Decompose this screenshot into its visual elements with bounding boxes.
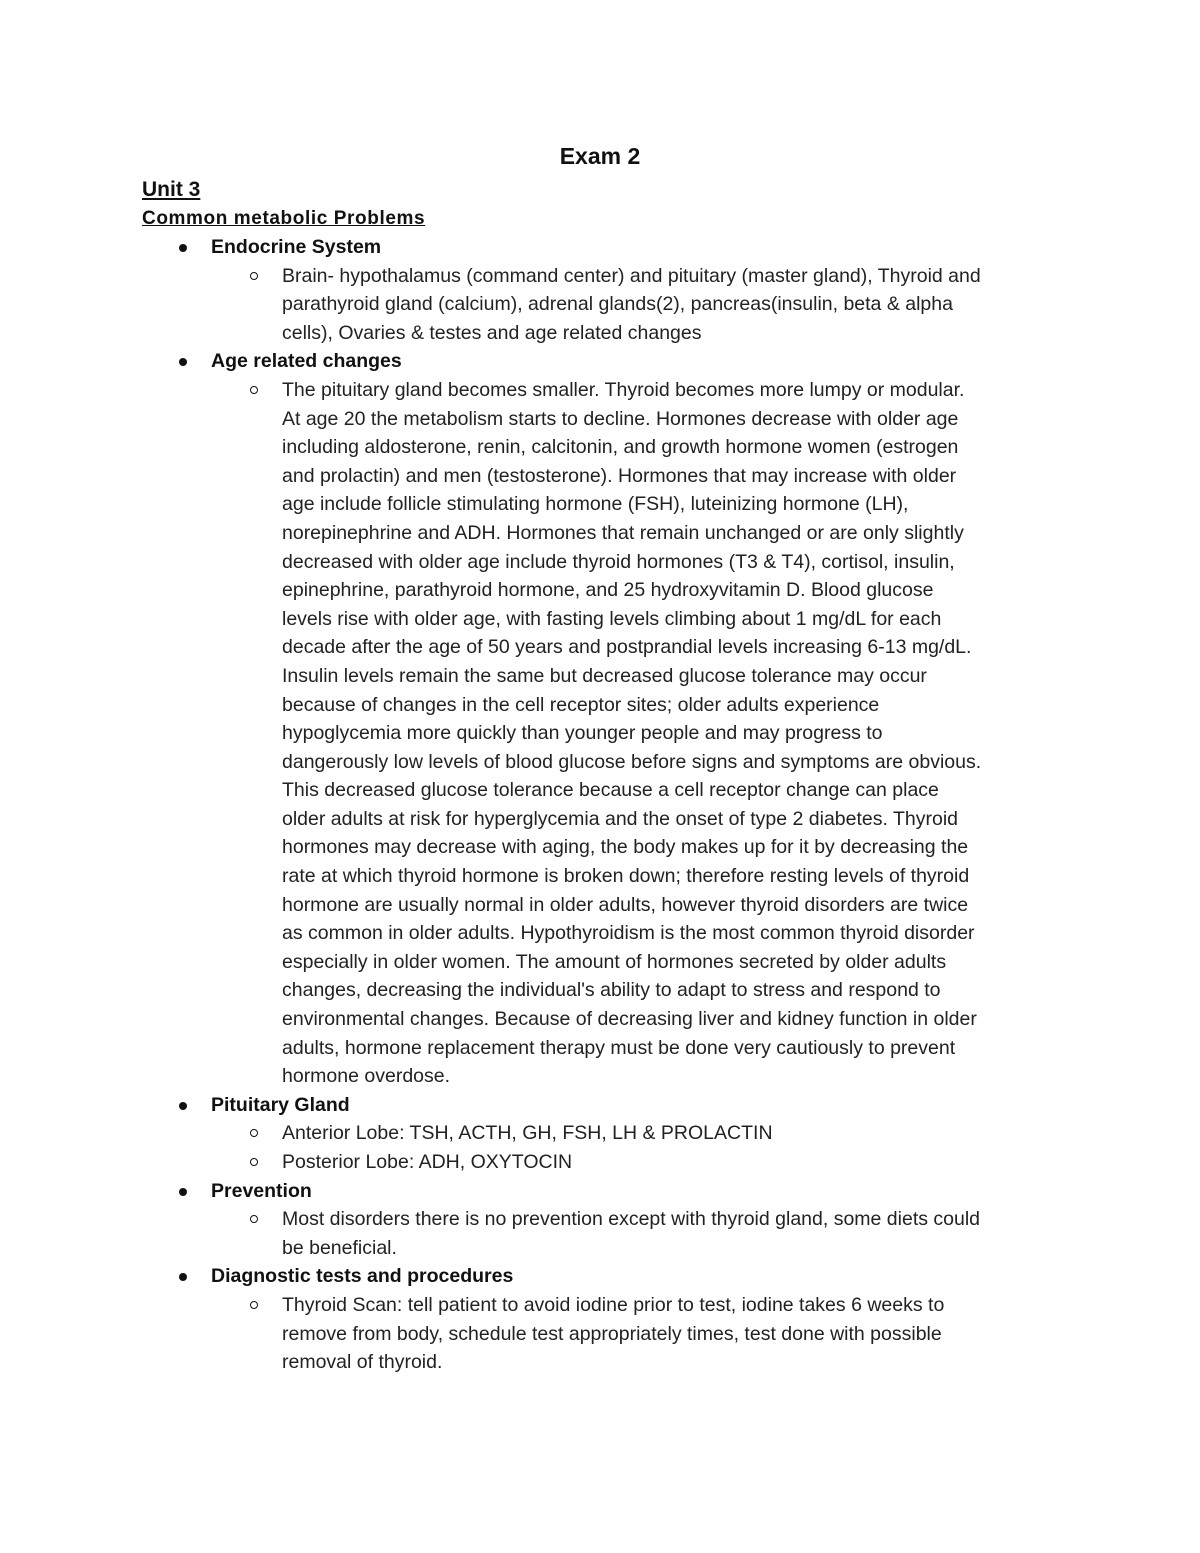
hollow-bullet-icon <box>250 272 258 280</box>
list-item <box>282 1119 982 1148</box>
unit-heading: Unit 3 <box>142 178 201 201</box>
list-item-text: Brain- hypothalamus (command center) and pituitary (master gland), Thyroid and parathyroid gland (calcium), adrenal glands(2), pancreas(insulin, beta & alpha cells), Ovaries & testes and age related changes <box>282 264 981 344</box>
filled-bullet-icon <box>179 244 187 252</box>
topic-label: Age related changes <box>211 350 402 373</box>
list-item <box>282 1148 982 1177</box>
subitem-list <box>211 1119 982 1176</box>
document-title: Exam 2 <box>559 143 641 169</box>
list-item <box>282 1291 982 1377</box>
subitem-list <box>211 1291 982 1377</box>
topic-endocrine-system <box>176 233 1076 347</box>
filled-bullet-icon <box>179 358 187 366</box>
topic-pituitary-gland <box>176 1091 1076 1177</box>
list-item <box>282 1205 982 1262</box>
list-item-text: The pituitary gland becomes smaller. Thyroid becomes more lumpy or modular. At age 20 the metabolism starts to decline. Hormones decrease with older age including aldosterone, renin, calcitonin, and growth hormone women (estrogen and prolactin) and men (testosterone). Hormones that may increase with older age include follicle stimulating hormone (FSH), luteinizing hormone (LH), norepinephrine and ADH. Hormones that remain unchanged or are only slightly decreased with older age include thyroid hormones (T3 & T4), cortisol, insulin, epinephrine, parathyroid hormone, and 25 hydroxyvitamin D. Blood glucose levels rise with older age, with fasting levels climbing about 1 mg/dL for each decade after the age of 50 years and postprandial levels increasing 6-13 mg/dL. Insulin levels remain the same but decreased glucose tolerance may occur because of changes in the cell receptor sites; older adults experience hypoglycemia more quickly than younger people and may progress to dangerously low levels of blood glucose before signs and symptoms are obvious. This decreased glucose tolerance because a cell receptor change can place older adults at risk for hyperglycemia and the onset of type 2 diabetes. Thyroid hormones may decrease with aging, the body makes up for it by decreasing the rate at which thyroid hormone is broken down; therefore resting levels of thyroid hormone are usually normal in older adults, however thyroid disorders are twice as common in older adults. Hypothyroidism is the most common thyroid disorder especially in older women. The amount of hormones secreted by older adults changes, decreasing the individual's ability to adapt to stress and respond to environmental changes. Because of decreasing liver and kidney function in older adults, hormone replacement therapy must be done very cautiously to prevent hormone overdose. <box>282 378 982 1088</box>
topic-diagnostic-tests <box>176 1262 1076 1376</box>
list-item-text: Most disorders there is no prevention except with thyroid gland, some diets could be beneficial. <box>282 1208 981 1259</box>
subitem-list <box>211 1205 982 1262</box>
filled-bullet-icon <box>179 1188 187 1196</box>
topic-list <box>176 233 1076 1377</box>
list-item-text: Thyroid Scan: tell patient to avoid iodine prior to test, iodine takes 6 weeks to remove from body, schedule test appropriately times, test done with possible removal of thyroid. <box>282 1293 945 1374</box>
subitem-list <box>211 262 982 348</box>
filled-bullet-icon <box>179 1102 187 1110</box>
topic-prevention <box>176 1177 1076 1263</box>
hollow-bullet-icon <box>250 1301 258 1309</box>
hollow-bullet-icon <box>250 1158 258 1166</box>
topic-label: Pituitary Gland <box>211 1093 350 1116</box>
topic-label: Diagnostic tests and procedures <box>211 1265 514 1288</box>
list-item <box>282 262 982 348</box>
topic-label: Prevention <box>211 1179 312 1202</box>
subitem-list <box>211 376 982 1091</box>
topic-label: Endocrine System <box>211 236 382 258</box>
section-heading: Common metabolic Problems <box>142 208 426 229</box>
hollow-bullet-icon <box>250 386 258 394</box>
hollow-bullet-icon <box>250 1129 258 1137</box>
list-item-text: Anterior Lobe: TSH, ACTH, GH, FSH, LH & PROLACTIN <box>282 1122 773 1145</box>
filled-bullet-icon <box>179 1273 187 1281</box>
topic-age-related-changes <box>176 347 1076 1090</box>
list-item <box>282 376 982 1091</box>
list-item-text: Posterior Lobe: ADH, OXYTOCIN <box>282 1151 573 1173</box>
hollow-bullet-icon <box>250 1215 258 1223</box>
